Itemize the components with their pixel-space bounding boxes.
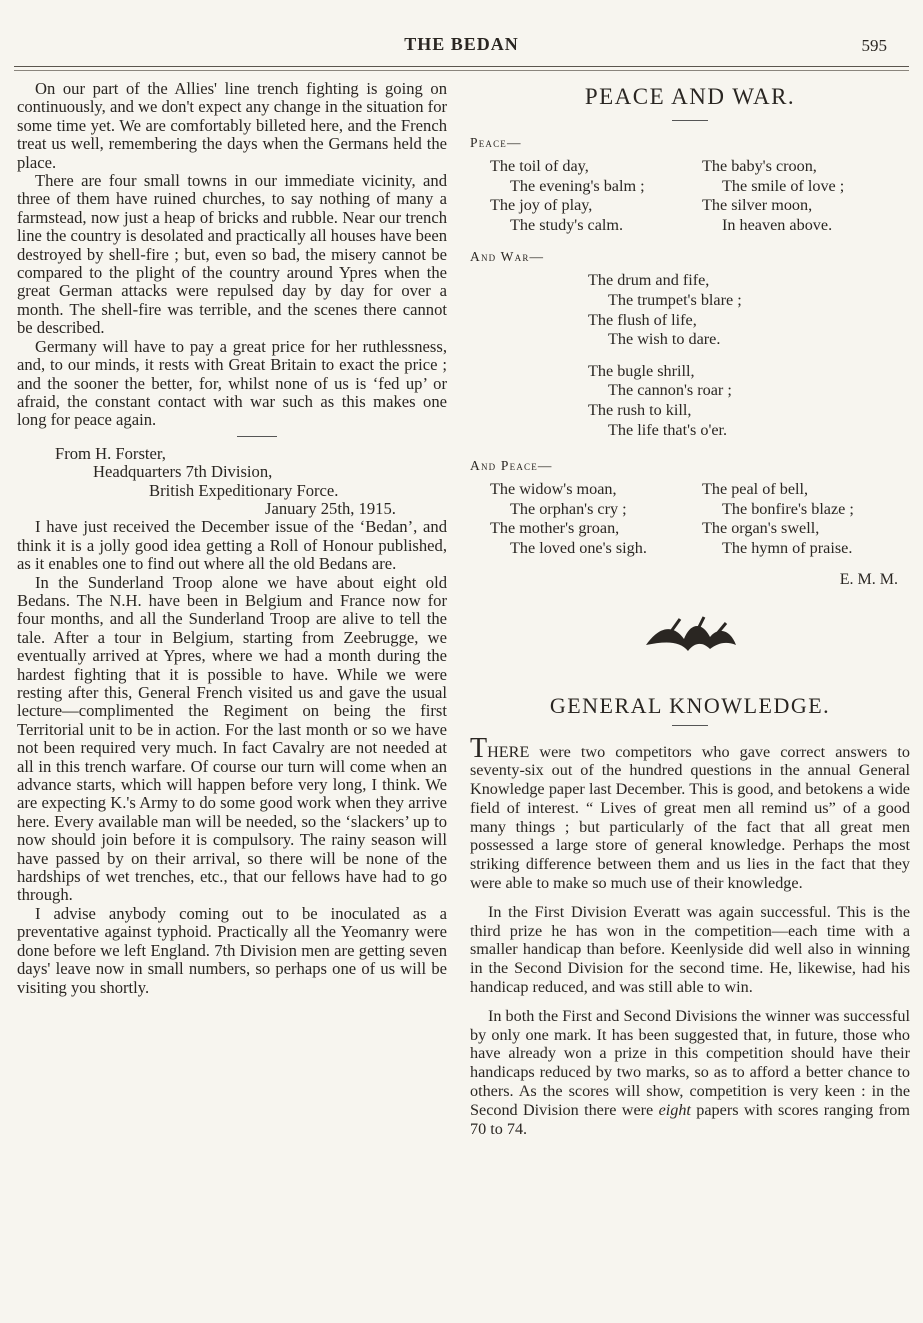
flourish-ornament-icon: [640, 615, 740, 659]
verse-line: The bonfire's blaze ;: [722, 499, 854, 518]
verse-row: [470, 539, 910, 559]
verse-line: The silver moon,: [702, 196, 813, 215]
verse-line: The rush to kill,: [588, 400, 692, 419]
article-paragraph: There are four small towns in our immediate vicinity, and three of them have ruined churches, to say nothing of many a farmstead, now just a heap of bricks and rubble. Near our trench line the country is desolated and practically all houses have been destroyed by shell-fire ; but, even so bad, the misery cannot be compared to the plight of the country around Ypres when the great German attacks were repulsed day by day for over a month. The shell-fire was terrible, and the scenes there cannot be described.: [17, 171, 447, 338]
general-knowledge-body: [470, 732, 910, 1139]
ornament-icon: [470, 615, 910, 665]
article-paragraph: Germany will have to pay a great price for her ruthlessness, and, to our minds, it rests with Great Britain to exact the price ; and the sooner the better, for, whilst none of us is ‘fed up’ or afraid, the constant contact with war such as this makes one long for peace again.: [17, 336, 447, 430]
verse-line: The joy of play,: [490, 196, 593, 215]
emphasis-text: eight: [658, 1100, 691, 1119]
verse-line: The widow's moan,: [490, 480, 617, 499]
letter-hq: Headquarters 7th Division,: [93, 462, 273, 482]
verse-line: The toil of day,: [490, 157, 589, 175]
verse-line: The smile of love ;: [722, 176, 845, 195]
journal-title: THE BEDAN: [404, 34, 519, 54]
letter-date: January 25th, 1915.: [265, 498, 396, 518]
poem-title: PEACE AND WAR.: [584, 84, 796, 109]
stanza-war: [470, 271, 910, 440]
verse-row: [470, 177, 910, 197]
letter-paragraph: I have just received the December issue of the ‘Bedan’, and think it is a jolly good idea getting a Roll of Honour published, as it enables one to find out where all the old Bedans are.: [17, 517, 447, 574]
article-paragraph: [470, 1007, 910, 1139]
title-divider: [672, 120, 708, 121]
header-rule: [14, 66, 909, 67]
stanza-peace: [470, 157, 910, 235]
page-header: [14, 30, 909, 64]
section-divider: [237, 436, 277, 437]
paragraph-text: HERE were two competitors who gave correct answers to seventy-six out of the hundred questions in the annual General Knowledge paper last December. This is good, and betokens a wide field of interest. “ Lives of great men all remind us” of a good many things ; but particularly of the fact that all great men possessed a large store of general knowledge. Perhaps the most striking difference between them and us lies in the fact that they were able to make so much use of their knowledge.: [470, 742, 910, 893]
verse-line: The bugle shrill,: [588, 361, 695, 380]
verse-line: The life that's o'er.: [608, 420, 728, 439]
verse-row: [470, 216, 910, 236]
verse-line: The drum and fife,: [588, 271, 710, 290]
verse-line: The peal of bell,: [702, 480, 809, 499]
article-paragraph: On our part of the Allies' line trench fighting is going on continuously, and we don't expect any change in the situation for some time yet. We are comfortably billeted here, and the French treat us well, remembering the days when the Germans held the place.: [17, 79, 448, 172]
verse-line: In heaven above.: [722, 215, 833, 234]
header-rule-secondary: [14, 70, 909, 71]
verse-line: The study's calm.: [510, 215, 624, 234]
article-paragraph: In the First Division Everatt was again successful. This is the third prize he has won in the competition—each time with a smaller handicap than before. Keenlyside did well also in winning in the Second Division for the second time. He, likewise, had his handicap reduced, and was still able to win.: [470, 902, 910, 997]
title-divider: [672, 725, 708, 726]
verse-row: [470, 157, 910, 177]
stanza-heading: And War—: [470, 249, 545, 265]
verse-line: The evening's balm ;: [510, 176, 645, 195]
verse-line: The hymn of praise.: [722, 538, 853, 557]
page-number: 595: [861, 36, 887, 55]
poem-author-initials: E. M. M.: [839, 570, 898, 588]
verse-line: The cannon's roar ;: [608, 381, 732, 400]
right-column: [470, 80, 910, 1148]
verse-row: [470, 519, 910, 539]
verse-line: The flush of life,: [588, 310, 697, 329]
letter-force: British Expeditionary Force.: [149, 480, 339, 500]
drop-cap: T: [470, 732, 488, 764]
section-title: GENERAL KNOWLEDGE.: [549, 692, 831, 718]
letter-from: From H. Forster,: [55, 443, 166, 463]
article-paragraph: [470, 732, 910, 893]
verse-line: The baby's croon,: [702, 157, 817, 175]
verse-line: The orphan's cry ;: [510, 499, 627, 518]
stanza-heading: Peace—: [470, 135, 522, 150]
verse-line: The organ's swell,: [702, 519, 820, 538]
verse-line: The wish to dare.: [608, 330, 721, 349]
stanza-heading: And Peace—: [470, 458, 553, 474]
verse-line: The trumpet's blare ;: [608, 290, 742, 309]
stanza-and-peace: [470, 480, 910, 558]
paragraph-text: In both the First and Second Divisions the winner was successful by only one mark. It has been suggested that, in future, those who have already won a prize in this competition should have their handicaps reduced by two marks, so as to afford a better chance to others. As the scores will show, competition is very keen : in the Second Division there were: [470, 1006, 910, 1119]
verse-row: [470, 480, 910, 500]
verse-row: [470, 196, 910, 216]
letter-paragraph: In the Sunderland Troop alone we have about eight old Bedans. The N.H. have been in Belgium and France now for four months, and all the Sunderland Troop are alive to tell the tale. After a tour in Belgium, starting from Zeebrugge, we eventually arrived at Ypres, where we had a month during the hardest fighting that it is possible to have. While we were resting after this, General French visited us and gave the usual lecture—complimented the Regiment on being the first Territorial unit to be in action. For the last month or so we have not been required very much. In fact Cavalry are not needed at all in this trench warfare. Of course our turn will come when an advance starts, which will happen before very long, I think. We are expecting K.'s Army to do some good work when they arrive here. Every available man will be needed, so the ‘slackers’ up to now should join before it is compulsory. The rainy season will have passed by on their arrival, so there will be none of the hardships of wet trenches, etc., that our fellows have had to go through.: [17, 572, 447, 905]
left-column: [17, 80, 447, 997]
verse-line: The mother's groan,: [490, 519, 620, 538]
paragraph-text: papers with scores ranging from 70 to 74.: [470, 1100, 910, 1138]
verse-line: The loved one's sigh.: [510, 538, 647, 557]
letter-paragraph: I advise anybody coming out to be inoculated as a preventative against typhoid. Practically all the Yeomanry were done before we left England. 7th Division men are getting seven days' leave now in small numbers, so perhaps one of us will be visiting you shortly.: [17, 903, 447, 997]
verse-row: [470, 500, 910, 520]
